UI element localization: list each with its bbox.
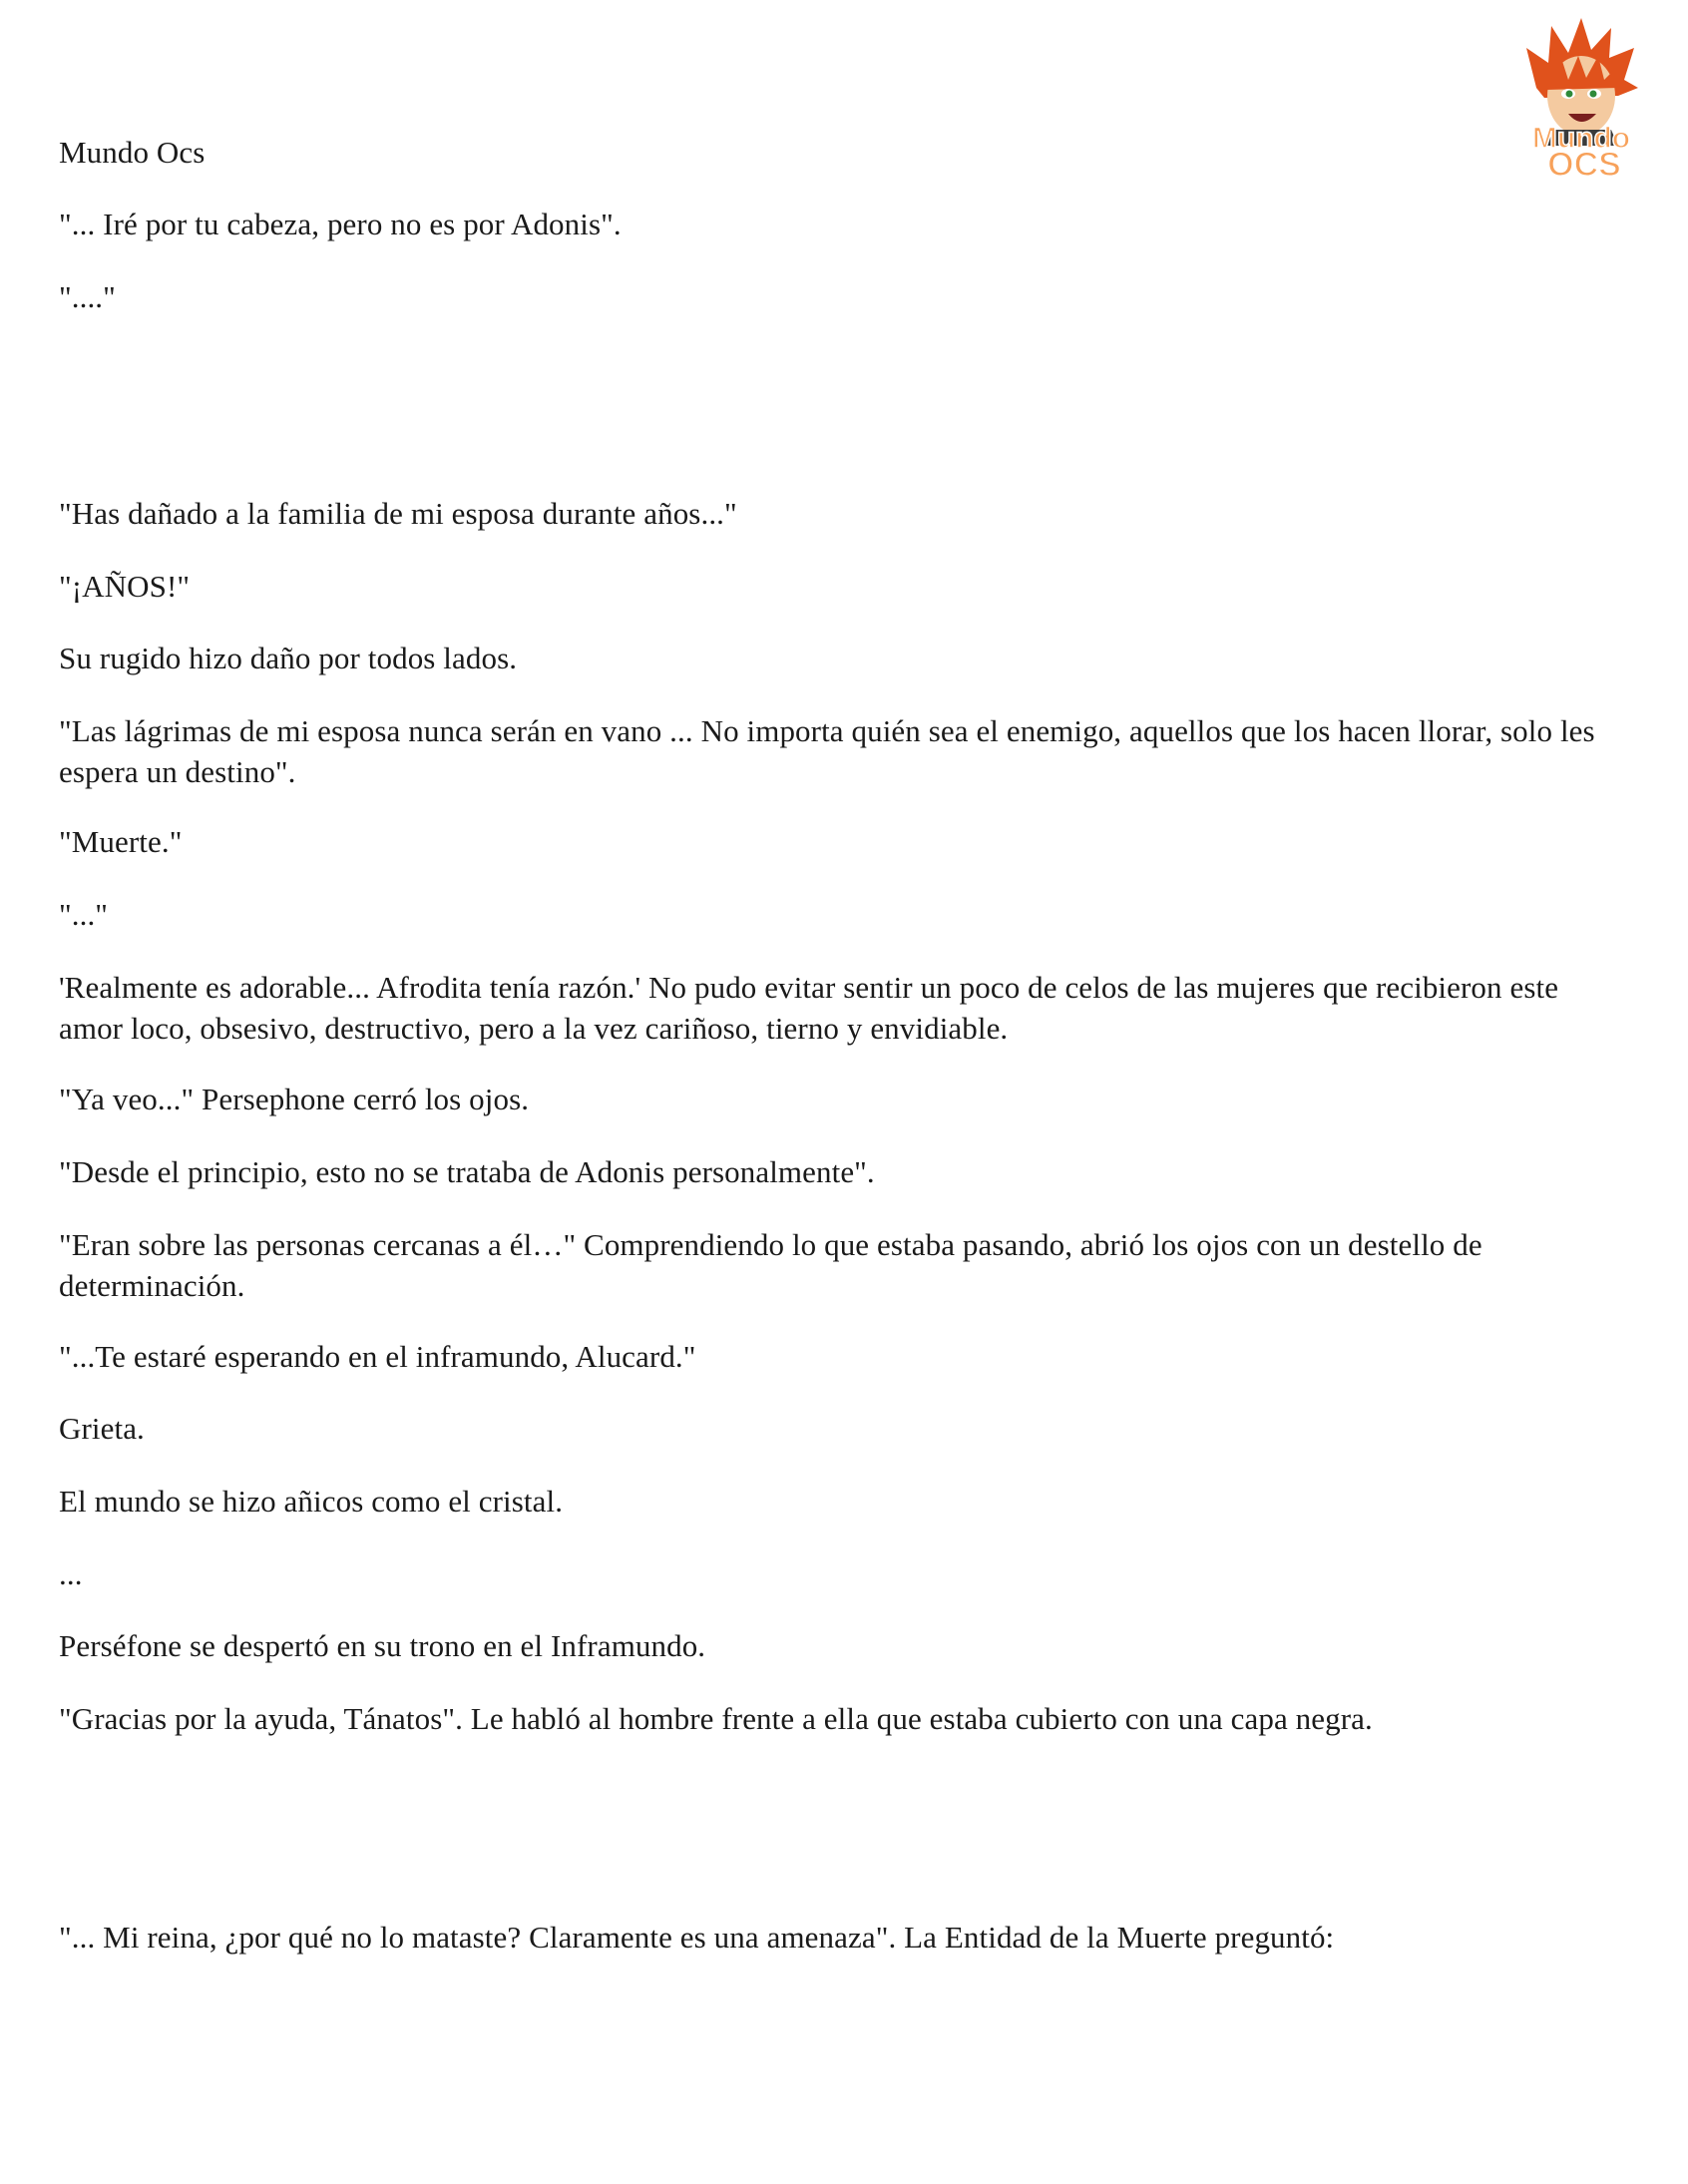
paragraph: "¡AÑOS!" — [59, 569, 191, 604]
paragraph: "Has dañado a la familia de mi esposa durante años..." — [59, 496, 737, 531]
paragraph: "Las lágrimas de mi esposa nunca serán en vano ... No importa quién sea el enemigo, aquellos que los hacen llorar, solo les espera un destino". — [59, 713, 1595, 789]
paragraph: "Gracias por la ayuda, Tánatos". Le habló al hombre frente a ella que estaba cubierto con una capa negra. — [59, 1701, 1373, 1736]
paragraph: ... — [59, 1556, 83, 1591]
paragraph: "Desde el principio, esto no se trataba de Adonis personalmente". — [59, 1154, 875, 1189]
svg-text:Mundo: Mundo — [1531, 122, 1631, 155]
paragraph: "...." — [59, 279, 116, 314]
header-title: Mundo Ocs — [59, 135, 206, 170]
paragraph: "... Mi reina, ¿por qué no lo mataste? Claramente es una amenaza". La Entidad de la Muerte preguntó: — [59, 1920, 1335, 1955]
paragraph: "...Te estaré esperando en el inframundo, Alucard." — [59, 1339, 696, 1374]
paragraph: El mundo se hizo añicos como el cristal. — [59, 1484, 564, 1519]
paragraph: Perséfone se despertó en su trono en el Inframundo. — [59, 1628, 706, 1663]
paragraph: "... Iré por tu cabeza, pero no es por Adonis". — [59, 207, 622, 241]
paragraph: 'Realmente es adorable... Afrodita tenía razón.' No pudo evitar sentir un poco de celos de las mujeres que recibieron este amor loco, obsesivo, destructivo, pero a la vez cariñoso, tierno y envidiable. — [59, 970, 1559, 1046]
paragraph: "Muerte." — [59, 824, 183, 859]
paragraph: "Ya veo..." Persephone cerró los ojos. — [59, 1082, 530, 1116]
svg-text:OCS: OCS — [1547, 146, 1621, 180]
paragraph: Grieta. — [59, 1411, 145, 1446]
paragraph: "..." — [59, 897, 109, 932]
paragraph: Su rugido hizo daño por todos lados. — [59, 641, 518, 675]
paragraph: "Eran sobre las personas cercanas a él…" Comprendiendo lo que estaba pasando, abrió los ojos con un destello de determinación. — [59, 1227, 1482, 1303]
